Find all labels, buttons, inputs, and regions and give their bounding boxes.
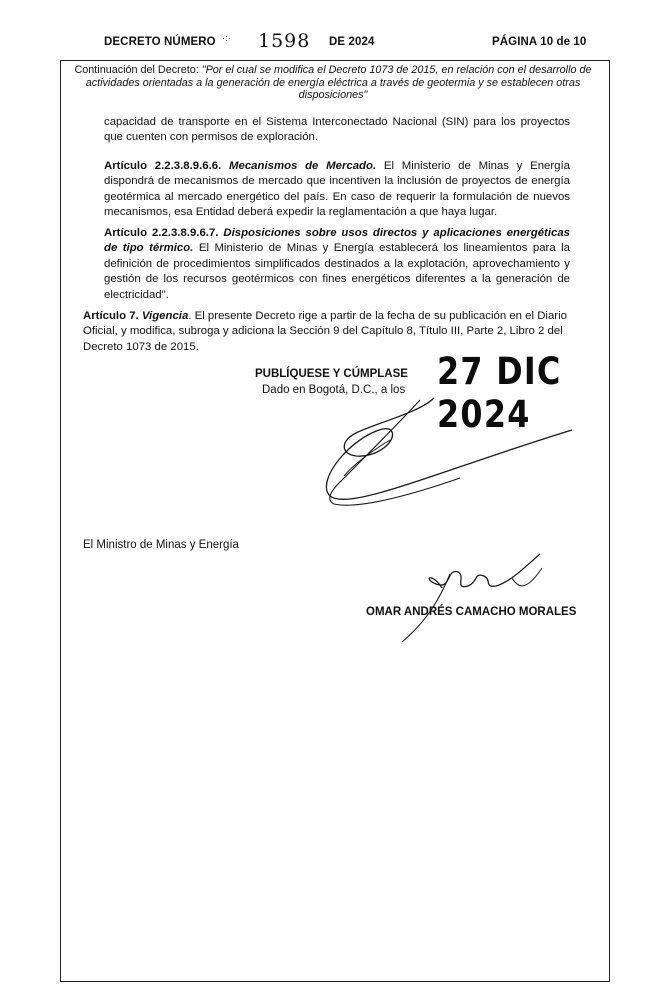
minister-label: El Ministro de Minas y Energía xyxy=(83,539,239,551)
article-disposiciones xyxy=(104,226,570,303)
article-number: Artículo 2.2.3.8.9.6.6. xyxy=(104,160,222,172)
dado-en-text: Dado en Bogotá, D.C., a los xyxy=(262,384,406,396)
continuation-title: "Por el cual se modifica el Decreto 1073 de 2015, en relación con el desarrollo de actividades orientadas a la generación de energía eléctrica a través de geotermia y se establecen otras disposiciones" xyxy=(85,64,592,101)
article-title: Mecanismos de Mercado. xyxy=(229,160,377,172)
paragraph-text: capacidad de transporte en el Sistema Interconectado Nacional (SIN) para los proyectos que cuenten con permisos de exploración. xyxy=(104,116,570,144)
article-text: El Ministerio de Minas y Energía dispondrá de mecanismos de mercado que incentiven la inclusión de proyectos de energía geotérmica al mercado energético del país. En caso de requerir la formulación de nuevos mecanismos, esa Entidad deberá expedir la reglamentación a que haya lugar. xyxy=(104,160,570,219)
article-number: Artículo 2.2.3.8.9.6.7. xyxy=(104,227,219,239)
president-signature xyxy=(300,392,600,522)
minister-name: OMAR ANDRÉS CAMACHO MORALES xyxy=(366,606,577,618)
paragraph-capacity xyxy=(104,115,570,146)
article-text: . El presente Decreto rige a partir de la fecha de su publicación en el Diario Oficial, y modifica, subroga y adiciona la Sección 9 del Capítulo 8, Título III, Parte 2, Libro 2 del Decreto 1073 de 2015. xyxy=(83,310,567,353)
article-mecanismos xyxy=(104,159,570,221)
stamp-mark: ·:· xyxy=(222,33,231,43)
date-stamp: 27 DIC 2024 xyxy=(437,350,562,436)
minister-signature xyxy=(392,548,562,648)
article-vigencia xyxy=(83,309,571,355)
article-text: El Ministerio de Minas y Energía establecerá los lineamientos para la definición de procedimientos simplificados destinados a la explotación, aprovechamiento y gestión de los recursos geotérmicos con fines energéticos diferentes a la generación de electricidad". xyxy=(104,242,571,301)
decreto-label: DECRETO NÚMERO xyxy=(104,36,216,48)
article-number: Artículo 7. xyxy=(83,310,139,322)
continuation-header xyxy=(63,64,603,102)
article-title: Disposiciones sobre usos directos y aplicaciones energéticas de tipo térmico. xyxy=(104,227,570,255)
document-header xyxy=(0,30,652,53)
page-number: PÁGINA 10 de 10 xyxy=(492,36,587,48)
publiquese-text: PUBLÍQUESE Y CÚMPLASE xyxy=(255,368,408,380)
decreto-number: 1598 xyxy=(258,30,311,52)
article-title: Vigencia xyxy=(141,310,189,322)
continuation-prefix: Continuación del Decreto: xyxy=(74,64,202,76)
year-label: DE 2024 xyxy=(329,36,375,48)
